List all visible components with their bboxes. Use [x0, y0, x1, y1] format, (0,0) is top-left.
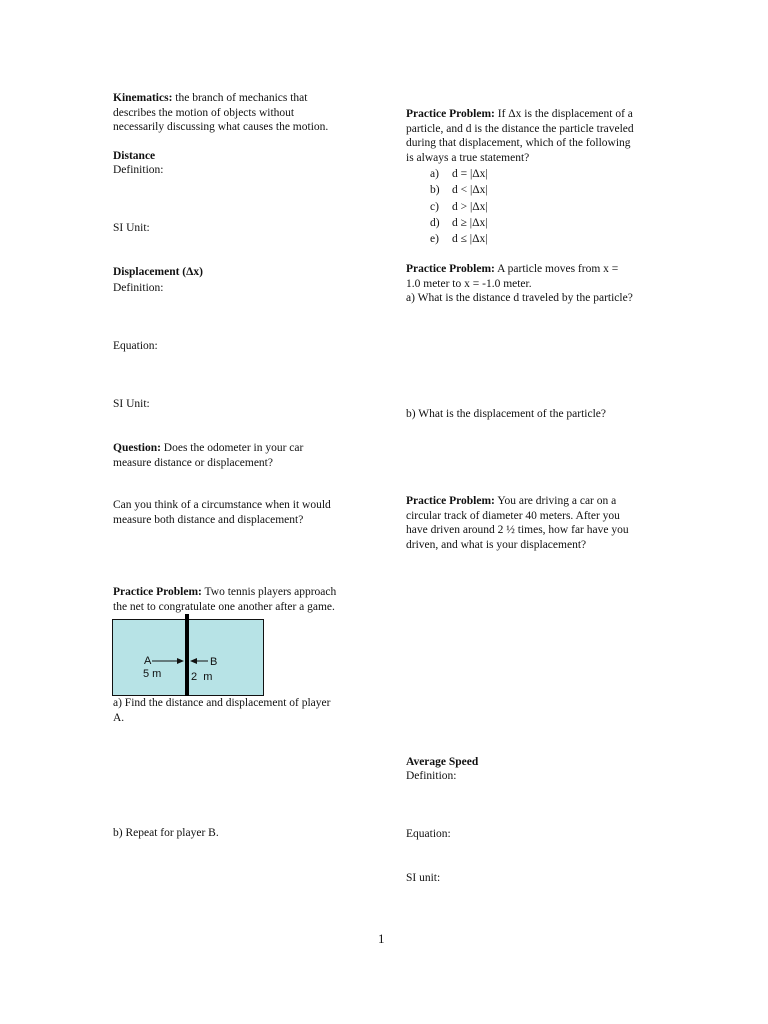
- practice-problem-1: Practice Problem: If Δx is the displacement of a particle, and d is the distance the particle traveled during that displacement, which of the following is always a true statement?: [406, 108, 634, 164]
- option-e: e) d ≤ |Δx|: [430, 233, 488, 246]
- delta-x-symbol: Δx: [186, 266, 200, 278]
- option-d: d) d ≥ |Δx|: [430, 216, 488, 229]
- practice-problem-3: Practice Problem: You are driving a car on a circular track of diameter 40 meters. After you have driven around 2 ½ times, how far have you driven, and what is your displacement?: [406, 495, 629, 551]
- distance-si-unit-label: SI Unit:: [113, 222, 150, 234]
- distance-definition-label: Definition:: [113, 164, 164, 176]
- tennis-part-b: b) Repeat for player B.: [113, 827, 219, 839]
- practice-problem-2: Practice Problem: A particle moves from x = 1.0 meter to x = -1.0 meter. a) What is the distance d traveled by the particle?: [406, 263, 633, 304]
- average-speed-si-unit-label: SI unit:: [406, 872, 441, 884]
- average-speed-definition-label: Definition:: [406, 770, 457, 782]
- player-b-label: B: [210, 656, 218, 668]
- answer-options: [430, 166, 570, 247]
- distance-b-label: 2 m: [191, 671, 213, 683]
- player-a-label: A: [144, 655, 152, 667]
- displacement-si-unit-label: SI Unit:: [113, 398, 150, 410]
- average-speed-equation-label: Equation:: [406, 828, 451, 840]
- displacement-equation-label: Equation:: [113, 340, 158, 352]
- kinematics-definition: Kinematics: the branch of mechanics that describes the motion of objects without necessarily discussing what causes the motion.: [113, 92, 329, 133]
- displacement-definition-label: Definition:: [113, 282, 164, 294]
- distance-a-label: 5 m: [143, 668, 162, 680]
- tennis-part-a: a) Find the distance and displacement of player A.: [113, 697, 331, 724]
- option-b: b) d < |Δx|: [430, 184, 488, 197]
- arrow-a-head: [177, 658, 184, 664]
- arrow-b-head: [190, 658, 197, 664]
- average-speed-heading: Average Speed: [406, 756, 479, 768]
- displacement-heading: Displacement (Δx): [113, 266, 203, 278]
- practice-problem-2-part-b: b) What is the displacement of the particle?: [406, 408, 607, 420]
- option-a: a) d = |Δx|: [430, 168, 488, 180]
- distance-heading: Distance: [113, 150, 156, 162]
- page-number: 1: [378, 931, 385, 946]
- tennis-problem: Practice Problem: Two tennis players approach the net to congratulate one another after a game.: [113, 586, 337, 613]
- odometer-question: Question: Does the odometer in your car measure distance or displacement?: [113, 442, 304, 469]
- option-c: c) d > |Δx|: [430, 200, 488, 213]
- circumstance-question: Can you think of a circumstance when it would measure both distance and displacement?: [113, 499, 331, 526]
- kinematics-term: Kinematics:: [113, 92, 173, 104]
